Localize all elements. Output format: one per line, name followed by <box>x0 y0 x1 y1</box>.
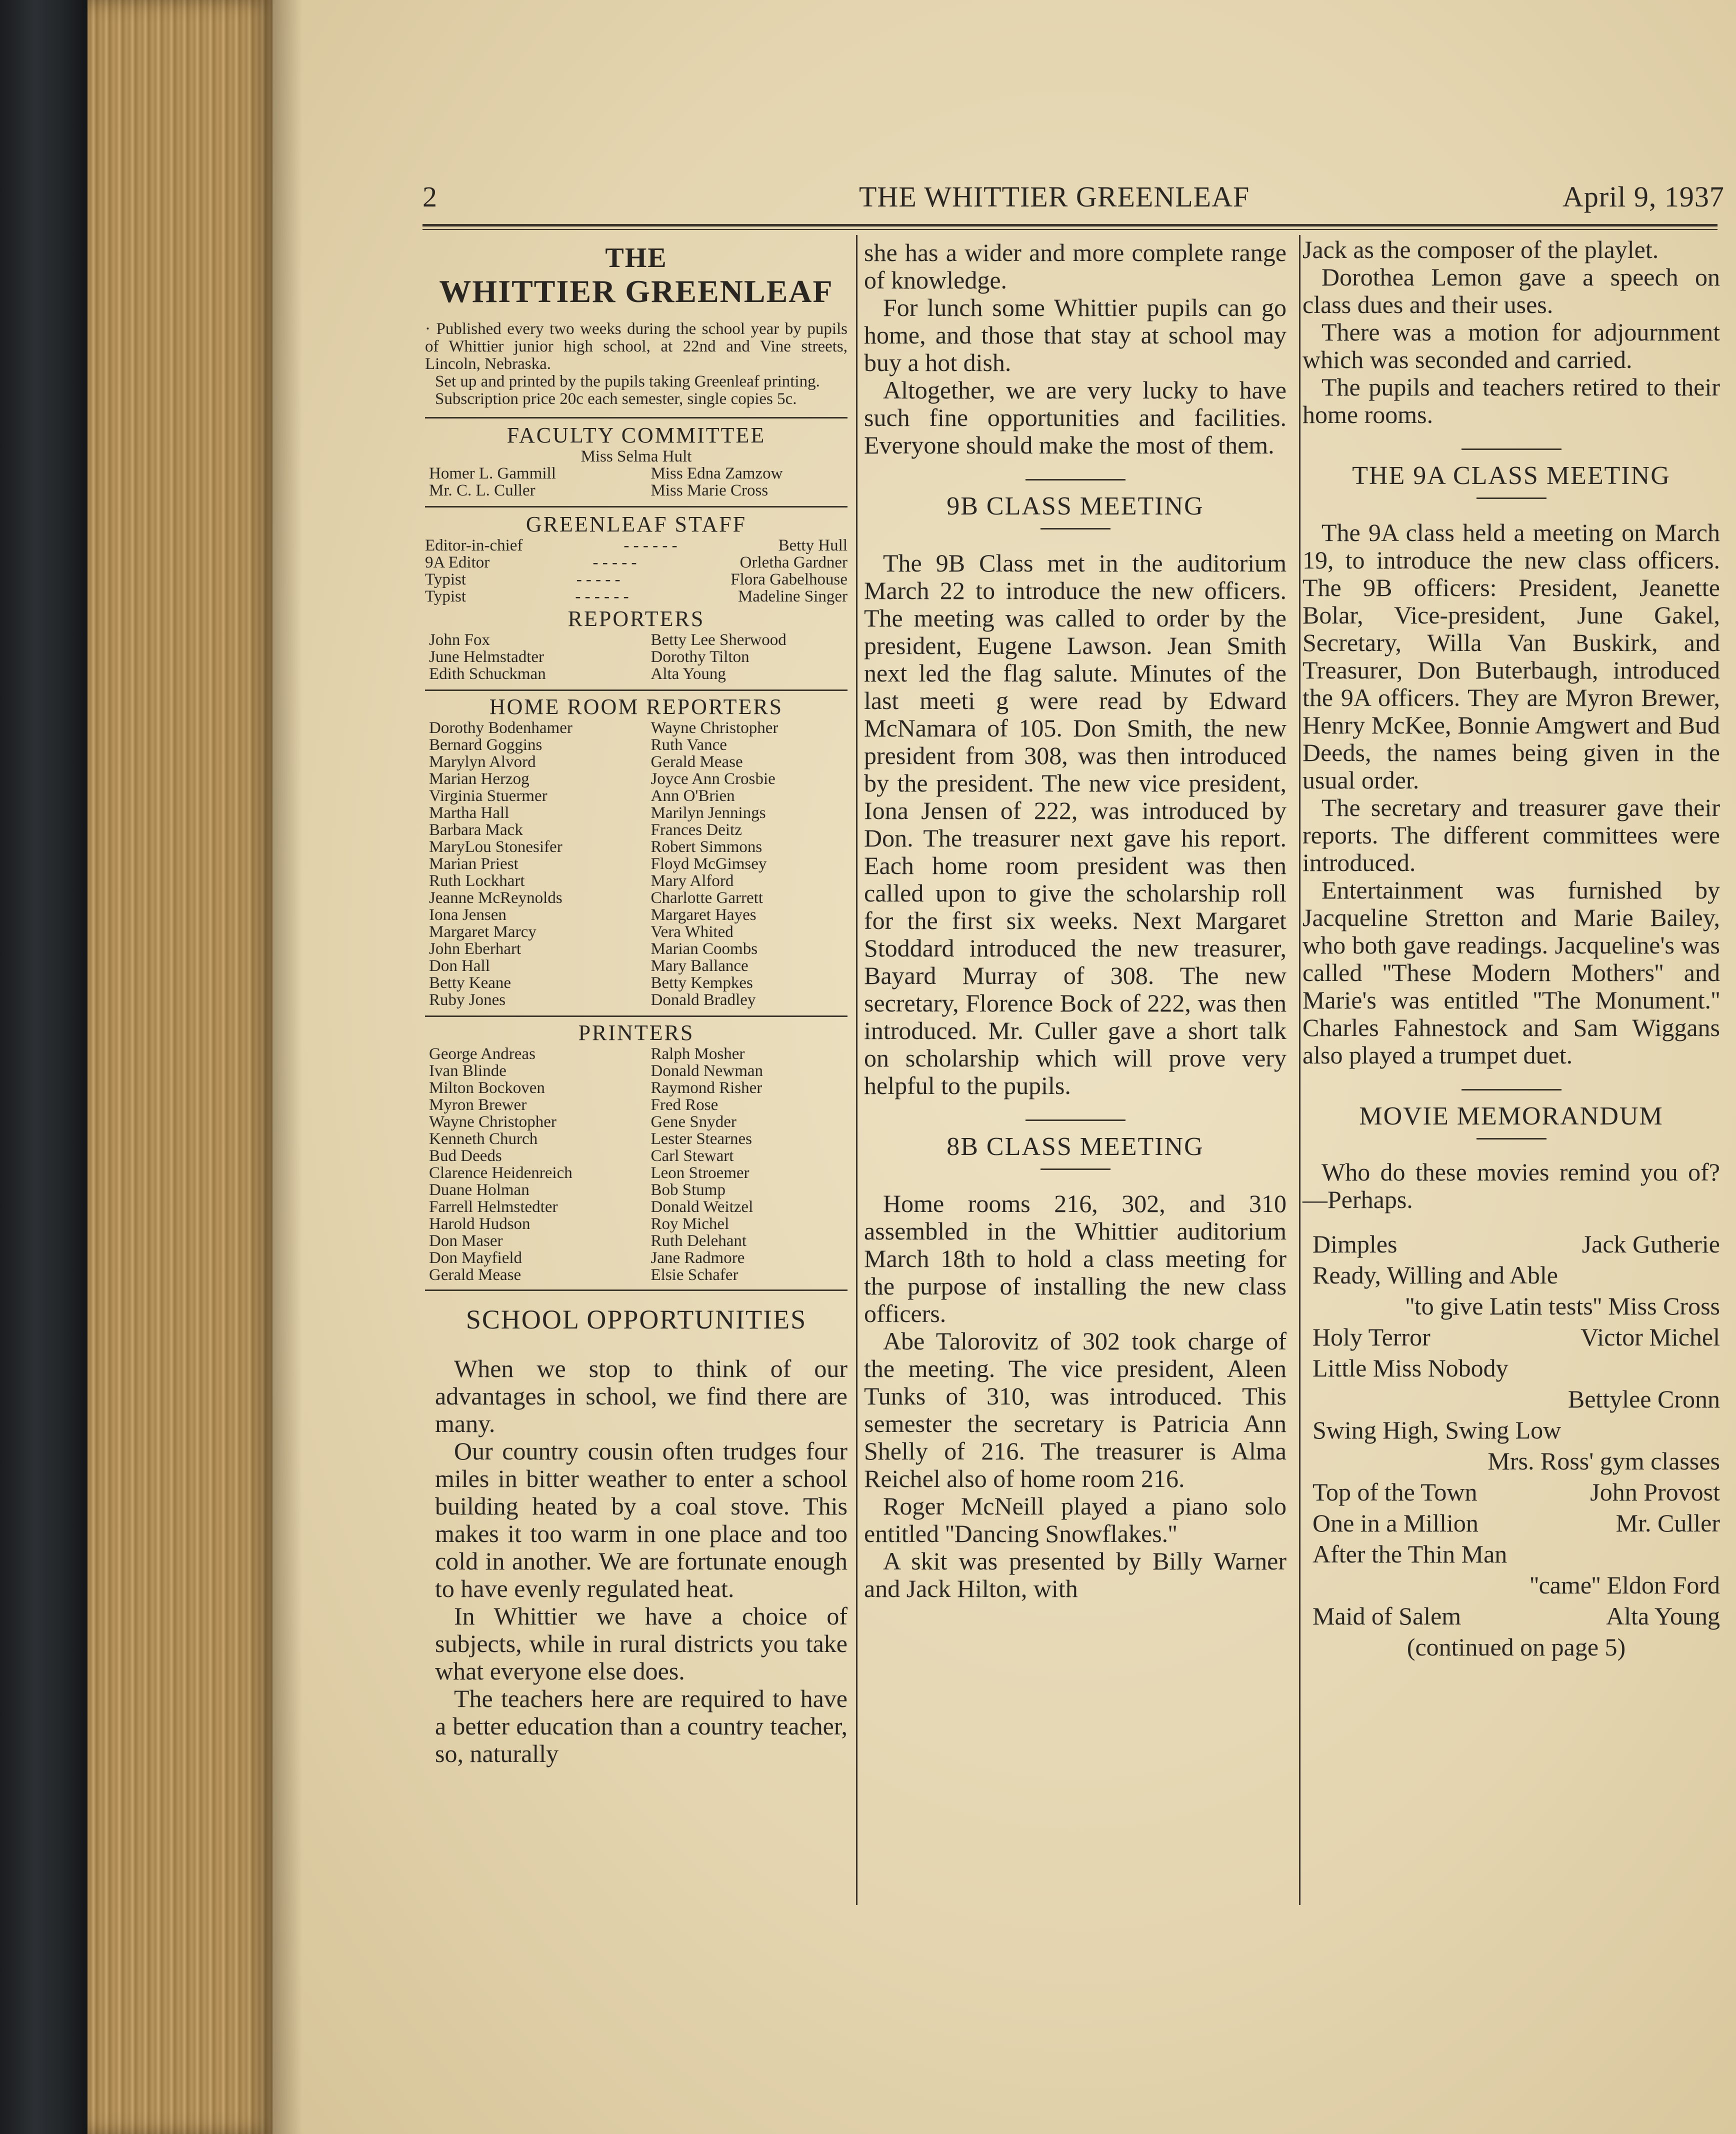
leader-dots: - - - - - - <box>575 588 629 606</box>
paragraph: The secretary and treasurer gave their reports. The different committees were introduced. <box>1302 794 1720 876</box>
staff-row <box>425 588 848 605</box>
pub-info-1: · Published every two weeks during the school year by pupils of Whittier junior high school, at 22nd and Vine streets, Lincoln, Nebraska. <box>425 320 848 373</box>
faculty-lead: Miss Selma Hult <box>580 448 692 466</box>
roster-name: Don Maser <box>429 1232 503 1250</box>
column-rule-1 <box>856 235 858 1905</box>
roster-name: Gerald Mease <box>650 753 743 771</box>
movie-title: After the Thin Man <box>1312 1540 1508 1568</box>
roster-name: Margaret Marcy <box>429 923 536 941</box>
paragraph: Home rooms 216, 302, and 310 assembled in the Whittier auditorium March 18th to hold a class meeting for the purpose of installing the new class officers. <box>864 1190 1286 1328</box>
movie-title: Dimples <box>1312 1230 1398 1258</box>
9a-meeting-title: THE 9A CLASS MEETING <box>1352 462 1670 490</box>
roster-name: Fred Rose <box>650 1096 718 1114</box>
movie-memorandum-title: MOVIE MEMORANDUM <box>1359 1102 1664 1130</box>
title-underline <box>1476 1138 1546 1140</box>
paragraph: The pupils and teachers retired to their home rooms. <box>1302 373 1720 428</box>
paragraph: There was a motion for adjournment which was seconded and carried. <box>1302 318 1720 374</box>
school-opportunities-continued <box>864 239 1286 459</box>
roster-name: Clarence Heidenreich <box>429 1164 572 1182</box>
title-underline <box>1040 1168 1110 1170</box>
title-underline <box>1040 528 1110 530</box>
movie-row <box>1312 1508 1720 1538</box>
roster-name: Carl Stewart <box>650 1147 734 1165</box>
movie-row <box>1312 1322 1720 1352</box>
9a-meeting-body <box>1302 519 1720 1069</box>
8b-meeting-continued <box>1302 236 1720 428</box>
movie-person: Bettylee Cronn <box>1568 1385 1720 1413</box>
movie-title: One in a Million <box>1312 1509 1478 1537</box>
leader-dots: - - - - - <box>576 570 620 588</box>
roster-name: Farrell Helmstedter <box>429 1198 558 1216</box>
roster-name: Gerald Mease <box>429 1266 522 1284</box>
article-divider <box>1462 1089 1562 1090</box>
movie-title: Little Miss Nobody <box>1312 1354 1508 1382</box>
staff-name: Orletha Gardner <box>740 554 848 572</box>
pub-info-2: Set up and printed by the pupils taking Greenleaf printing. <box>435 372 820 390</box>
roster-name: Elsie Schafer <box>650 1266 738 1284</box>
leader-dots: - - - - - - <box>624 536 678 554</box>
roster-name: Ann O'Brien <box>650 787 735 805</box>
paragraph: Our country cousin often trudges four miles in bitter weather to enter a school building heated by a coal stove. This makes it too warm in one place and too cold in another. We are fortunate enough to have evenly regulated heat. <box>435 1437 848 1602</box>
roster-name: Myron Brewer <box>429 1096 527 1114</box>
book-binding <box>0 0 88 2134</box>
paragraph: The teachers here are required to have a better education than a country teacher, so, naturally <box>435 1684 848 1768</box>
school-opportunities-body <box>425 1355 848 1768</box>
printers-title: PRINTERS <box>578 1020 694 1045</box>
movie-person: Mr. Culler <box>1616 1509 1720 1537</box>
gutter-shadow <box>272 0 302 2134</box>
paragraph: Dorothea Lemon gave a speech on class dues and their uses. <box>1302 263 1720 318</box>
roster-name: Ivan Blinde <box>429 1062 506 1080</box>
reporter-name: Alta Young <box>650 665 726 683</box>
movie-person: Alta Young <box>1606 1602 1720 1630</box>
column-1 <box>425 242 848 1768</box>
home-room-names <box>425 720 848 1008</box>
roster-name: Robert Simmons <box>650 838 762 856</box>
divider <box>425 1016 848 1017</box>
column-3 <box>1302 236 1720 1662</box>
page-number: 2 <box>422 180 438 213</box>
roster-name: Martha Hall <box>429 804 510 822</box>
staff-row <box>425 554 848 571</box>
roster-name: George Andreas <box>429 1045 536 1063</box>
roster-name: Don Hall <box>429 957 490 975</box>
roster-name: Ruth Delehant <box>650 1232 747 1250</box>
roster-name: Charlotte Garrett <box>650 889 763 907</box>
masthead-title-2: WHITTIER GREENLEAF <box>439 274 834 309</box>
roster-name: Don Mayfield <box>429 1249 522 1267</box>
paragraph: When we stop to think of our advantages in school, we find there are many. <box>435 1354 848 1438</box>
paragraph: Who do these movies remind you of?—Perhaps. <box>1302 1158 1720 1214</box>
page-edges <box>88 0 272 2134</box>
divider <box>425 1290 848 1291</box>
roster-name: Virginia Stuermer <box>429 787 548 805</box>
faculty-name: Miss Edna Zamzow <box>650 464 783 482</box>
paragraph: Entertainment was furnished by Jacqueline Stretton and Marie Bailey, who both gave readings. Jacqueline's was called ''These Modern Mothers'' and Marie's was entitled ''The Monument.'' Charles Fahnestock and Sam Wiggans also played a trumpet duet. <box>1302 876 1720 1069</box>
movie-intro <box>1302 1158 1720 1214</box>
faculty-name: Miss Marie Cross <box>650 482 768 500</box>
movie-person: John Provost <box>1590 1478 1720 1506</box>
movie-title: Top of the Town <box>1312 1478 1478 1506</box>
roster-name: Ruth Lockhart <box>429 872 525 890</box>
roster-name: Marian Priest <box>429 855 518 873</box>
roster-name: John Eberhart <box>429 940 522 958</box>
roster-name: Donald Weitzel <box>650 1198 754 1216</box>
roster-name: Frances Deitz <box>650 821 742 839</box>
movie-row <box>1312 1228 1720 1260</box>
roster-name: Joyce Ann Crosbie <box>650 770 776 788</box>
roster-name: Wayne Christopher <box>650 719 778 737</box>
roster-name: MaryLou Stonesifer <box>429 838 562 856</box>
paper-name-header: THE WHITTIER GREENLEAF <box>859 180 1250 213</box>
movie-list <box>1302 1228 1720 1662</box>
movie-title: Holy Terror <box>1312 1323 1430 1351</box>
movie-person: Victor Michel <box>1580 1323 1720 1351</box>
column-rule-2 <box>1299 235 1300 1905</box>
roster-name: Ruth Vance <box>650 736 727 754</box>
roster-name: Ruby Jones <box>429 991 506 1009</box>
roster-name: Betty Keane <box>429 974 512 992</box>
roster-name: Donald Newman <box>650 1062 764 1080</box>
roster-name: Jane Radmore <box>650 1249 745 1267</box>
article-divider <box>1026 1120 1126 1121</box>
movie-person: ''came'' Eldon Ford <box>1530 1571 1720 1599</box>
reporter-name: Betty Lee Sherwood <box>650 631 786 649</box>
8b-meeting-title: 8B CLASS MEETING <box>946 1132 1204 1161</box>
divider <box>425 690 848 691</box>
paragraph: Altogether, we are very lucky to have such fine opportunities and facilities. Everyone should make the most of them. <box>864 376 1286 459</box>
roster-name: Ralph Mosher <box>650 1045 745 1063</box>
roster-name: Marylyn Alvord <box>429 753 536 771</box>
school-opportunities-title: SCHOOL OPPORTUNITIES <box>466 1304 807 1334</box>
9b-meeting-body <box>864 550 1286 1100</box>
movie-person: Mrs. Ross' gym classes <box>1488 1447 1720 1475</box>
staff-list <box>425 537 848 605</box>
reporter-name: Edith Schuckman <box>429 665 546 683</box>
faculty-names <box>425 465 848 499</box>
header-rule-thin <box>422 229 1718 230</box>
faculty-name: Homer L. Gammill <box>429 464 556 482</box>
roster-name: Margaret Hayes <box>650 906 756 924</box>
reporters-names <box>425 632 848 682</box>
reporters-title: REPORTERS <box>568 606 705 631</box>
9b-meeting-title: 9B CLASS MEETING <box>946 492 1204 520</box>
paragraph: Abe Talorovitz of 302 took charge of the meeting. The vice president, Aleen Tunks of 310, was introduced. This semester the secretary is Patricia Ann Shelly of 216. The treasurer is Alma Reichel also of home room 216. <box>864 1327 1286 1492</box>
paragraph: she has a wider and more complete range of knowledge. <box>864 238 1286 294</box>
reporter-name: June Helmstadter <box>429 648 544 666</box>
roster-name: Duane Holman <box>429 1181 530 1199</box>
paragraph: Roger McNeill played a piano solo entitled ''Dancing Snowflakes.'' <box>864 1492 1286 1548</box>
movie-person: Jack Gutherie <box>1582 1230 1720 1258</box>
paragraph: For lunch some Whittier pupils can go home, and those that stay at school may buy a hot dish. <box>864 294 1286 376</box>
roster-name: Gene Snyder <box>650 1113 736 1131</box>
roster-name: Milton Bockoven <box>429 1079 545 1097</box>
issue-date: April 9, 1937 <box>1562 180 1724 213</box>
movie-row <box>1312 1476 1720 1508</box>
publication-info <box>425 320 848 408</box>
staff-role: Editor-in-chief <box>425 536 523 554</box>
roster-name: Jeanne McReynolds <box>429 889 562 907</box>
roster-name: Barbara Mack <box>429 821 523 839</box>
roster-name: Floyd McGimsey <box>650 855 767 873</box>
roster-name: Donald Bradley <box>650 991 756 1009</box>
movie-row <box>1312 1600 1720 1632</box>
roster-name: Iona Jensen <box>429 906 506 924</box>
roster-name: Vera Whited <box>650 923 734 941</box>
roster-name: Bernard Goggins <box>429 736 542 754</box>
roster-name: Bud Deeds <box>429 1147 502 1165</box>
movie-title: Maid of Salem <box>1312 1602 1462 1630</box>
staff-title: GREENLEAF STAFF <box>526 512 747 536</box>
continued-note: (continued on page 5) <box>1406 1633 1626 1661</box>
staff-role: 9A Editor <box>425 554 490 572</box>
divider <box>425 506 848 508</box>
column-2 <box>864 239 1286 1602</box>
article-divider <box>1462 448 1562 450</box>
paragraph: Jack as the composer of the playlet. <box>1302 236 1659 264</box>
masthead-title-1: THE <box>605 242 668 274</box>
paragraph: The 9B Class met in the auditorium March 22 to introduce the new officers. The meeting was called to order by the president, Eugene Lawson. Jean Smith next led the flag salute. Minutes of the last meeti g were read by Edward McNamara of 105. Don Smith, the new president from 308, was then introduced by the president. The new vice president, Iona Jensen of 222, was introduced by Don. The treasurer next gave his report. Each home room president was then called upon to give the scholarship roll for the first six weeks. Next Margaret Stoddard introduced the new treasurer, Bayard Murray of 308. The new secretary, Florence Bock of 222, was then introduced. Mr. Culler gave a short talk on scholarship which will prove very helpful to the pupils. <box>864 549 1286 1100</box>
faculty-committee-title: FACULTY COMMITTEE <box>506 423 766 448</box>
reporter-name: Dorothy Tilton <box>650 648 750 666</box>
movie-person: ''to give Latin tests'' Miss Cross <box>1405 1292 1720 1320</box>
staff-role: Typist <box>425 570 466 588</box>
staff-row <box>425 537 848 554</box>
roster-name: Leon Stroemer <box>650 1164 750 1182</box>
roster-name: Betty Kempkes <box>650 974 753 992</box>
header-rule <box>422 224 1718 226</box>
roster-name: Roy Michel <box>650 1215 730 1233</box>
roster-name: Dorothy Bodenhamer <box>429 719 572 737</box>
staff-row <box>425 571 848 588</box>
paragraph: The 9A class held a meeting on March 19, to introduce the new class officers. The 9B officers: President, Jeanette Bolar, Vice-president, June Gakel, Secretary, Willa Van Buskirk, and Treasurer, Don Buterbaugh, introduced the 9A officers. They are Myron Brewer, Henry McKee, Bonnie Amgwert and Bud Deeds, the names being given in the usual order. <box>1302 518 1720 794</box>
article-divider <box>1026 479 1126 480</box>
roster-name: Mary Alford <box>650 872 734 890</box>
roster-name: Kenneth Church <box>429 1130 538 1148</box>
home-room-title: HOME ROOM REPORTERS <box>489 694 784 719</box>
roster-name: Mary Ballance <box>650 957 748 975</box>
roster-name: Wayne Christopher <box>429 1113 556 1131</box>
paragraph: A skit was presented by Billy Warner and Jack Hilton, with <box>864 1547 1286 1602</box>
faculty-name: Mr. C. L. Culler <box>429 482 536 500</box>
staff-name: Flora Gabelhouse <box>730 570 848 588</box>
staff-name: Betty Hull <box>778 536 848 554</box>
title-underline <box>1476 498 1546 499</box>
roster-name: Marilyn Jennings <box>650 804 766 822</box>
roster-name: Harold Hudson <box>429 1215 530 1233</box>
8b-meeting-body <box>864 1190 1286 1602</box>
reporter-name: John Fox <box>429 631 490 649</box>
staff-name: Madeline Singer <box>738 588 848 606</box>
printers-names <box>425 1046 848 1284</box>
pub-info-3: Subscription price 20c each semester, single copies 5c. <box>435 390 797 408</box>
roster-name: Lester Stearnes <box>650 1130 752 1148</box>
roster-name: Marian Herzog <box>429 770 530 788</box>
movie-title: Ready, Willing and Able <box>1312 1261 1558 1289</box>
roster-name: Raymond Risher <box>650 1079 762 1097</box>
paragraph: In Whittier we have a choice of subjects, while in rural districts you take what everyone else does. <box>435 1602 848 1685</box>
roster-name: Marian Coombs <box>650 940 758 958</box>
roster-name: Bob Stump <box>650 1181 726 1199</box>
staff-role: Typist <box>425 588 466 606</box>
divider <box>425 417 848 418</box>
leader-dots: - - - - - <box>592 554 637 572</box>
movie-title: Swing High, Swing Low <box>1312 1416 1562 1444</box>
